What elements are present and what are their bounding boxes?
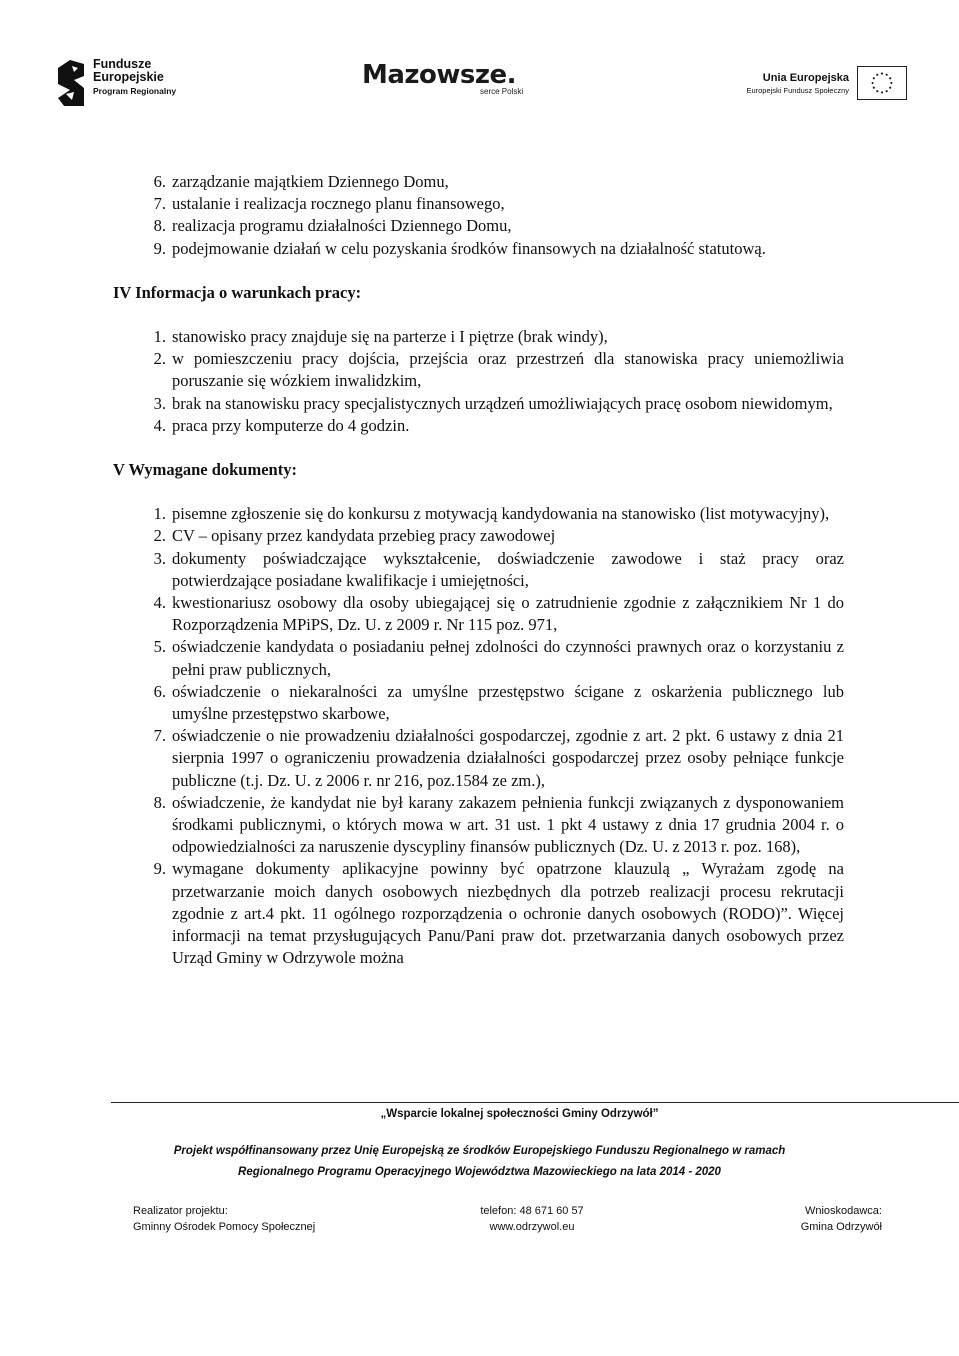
list-item: 7. ustalanie i realizacja rocznego planu finansowego,: [153, 194, 505, 214]
footer-implementer: [133, 1203, 315, 1235]
page-header: [0, 56, 959, 116]
list-item: 6. oświadczenie o niekaralności za umyślne przestępstwo ścigane z oskarżenia publicznego lub umyślne przestępstwo skarbowe,: [153, 681, 844, 724]
mazowsze-wordmark: Mazowsze.: [362, 60, 517, 90]
list-item: 8. oświadczenie, że kandydat nie był karany zakazem pełnienia funkcji związanych z dysponowaniem środkami publicznymi, o których mowa w art. 31 ust. 1 pkt 4 ustawy z dnia 17 grudnia 2004 r. o odpowiedzialności za naruszenie dyscypliny finansów publicznych (Dz. U. z 2013 r. poz. 168),: [153, 792, 844, 857]
footer-applicant-value: Gmina Odrzywół: [800, 1221, 882, 1233]
list-item: 3. dokumenty poświadczające wykształcenie, doświadczenie zawodowe i staż pracy oraz potwierdzające posiadane kwalifikacje i umiejętności,: [153, 548, 844, 590]
footer-applicant-label: Wnioskodawca:: [804, 1205, 882, 1217]
eu-logo-line2: Europejski Fundusz Społeczny: [746, 85, 849, 95]
list-item: 1. stanowisko pracy znajduje się na parterze i I piętrze (brak windy),: [153, 327, 608, 347]
list-item: 2. w pomieszczeniu pracy dojścia, przejścia oraz przestrzeń dla stanowiska pracy uniemożliwia poruszanie się wózkiem inwalidzkim,: [153, 349, 844, 391]
mazowsze-logo: [362, 62, 542, 96]
required-documents-list: [113, 503, 844, 969]
mazowsze-tagline: serce Polski: [480, 87, 524, 96]
eu-flag-icon: [857, 66, 907, 100]
footer-project-line1: Projekt współfinansowany przez Unię Europejską ze środków Europejskiego Funduszu Regionalnego w ramach: [173, 1145, 786, 1157]
footer-phone: telefon: 48 671 60 57: [480, 1205, 584, 1217]
eu-logo-line1: Unia Europejska: [762, 71, 849, 84]
work-conditions-list: [113, 326, 844, 437]
fe-logo-line3: Program Regionalny: [93, 86, 177, 96]
list-item: 9. podejmowanie działań w celu pozyskania środków finansowych na działalność statutową.: [153, 238, 766, 258]
section-heading-work-conditions: IV Informacja o warunkach pracy:: [113, 282, 362, 302]
footer-website: www.odrzywol.eu: [489, 1221, 575, 1233]
list-item: 9. wymagane dokumenty aplikacyjne powinny być opatrzone klauzulą „ Wyrażam zgodę na przetwarzanie moich danych osobowych niezbędnych dla potrzeb realizacji procesu rekrutacji zgodnie z art.4 pkt. 11 ogólnego rozporządzenia o ochronie danych osobowych (RODO)”. Więcej informacji na temat przysługujących Panu/Pani praw dot. przetwarzania danych osobowych przez Urząd Gminy w Odrzywole można: [153, 859, 844, 968]
list-item: 4. kwestionariusz osobowy dla osoby ubiegającej się o zatrudnienie zgodnie z załącznikiem Nr 1 do Rozporządzenia MPiPS, Dz. U. z 2009 r. Nr 115 poz. 971,: [153, 593, 844, 635]
fundusze-europejskie-icon: [56, 58, 86, 108]
fe-logo-line2: Europejskie: [93, 70, 164, 84]
list-item: 6. zarządzanie majątkiem Dziennego Domu,: [153, 172, 449, 191]
list-item: 3. brak na stanowisku pracy specjalistycznych urządzeń umożliwiających pracę osobom niewidomym,: [153, 393, 833, 413]
footer-implementer-value: Gminny Ośrodek Pomocy Społecznej: [133, 1221, 316, 1233]
list-item: 1. pisemne zgłoszenie się do konkursu z motywacją kandydowania na stanowisko (list motywacyjny),: [153, 504, 830, 524]
unia-europejska-logo: [746, 66, 907, 100]
footer-project-line2: Regionalnego Programu Operacyjnego Województwa Mazowieckiego na lata 2014 - 2020: [238, 1166, 721, 1178]
list-item: 8. realizacja programu działalności Dziennego Domu,: [153, 216, 512, 236]
footer-slogan: „Wsparcie lokalnej społeczności Gminy Odrzywół”: [380, 1108, 659, 1120]
fundusze-europejskie-logo: [56, 58, 176, 108]
duties-list-continued: [113, 171, 844, 260]
list-item: 7. oświadczenie o nie prowadzeniu działalności gospodarczej, zgodnie z art. 2 pkt. 6 ustawy z dnia 21 sierpnia 1997 o ograniczeniu prowadzenia działalności gospodarczej przez osoby pełniące funkcje publiczne (t.j. Dz. U. z 2006 r. nr 216, poz.1584 ze zm.),: [153, 726, 844, 790]
footer-contact: [474, 1203, 590, 1235]
document-body: [113, 171, 844, 970]
list-item: 4. praca przy komputerze do 4 godzin.: [153, 415, 410, 435]
fe-logo-line1: Fundusze: [93, 57, 152, 71]
list-item: 2. CV – opisany przez kandydata przebieg pracy zawodowej: [153, 526, 556, 546]
list-item: 5. oświadczenie kandydata o posiadaniu pełnej zdolności do czynności prawnych oraz o korzystaniu z pełni praw publicznych,: [153, 637, 844, 679]
footer-applicant: [801, 1203, 882, 1235]
section-heading-required-documents: V Wymagane dokumenty:: [113, 460, 297, 480]
footer-implementer-label: Realizator projektu:: [133, 1205, 228, 1217]
footer-divider: [111, 1102, 959, 1103]
